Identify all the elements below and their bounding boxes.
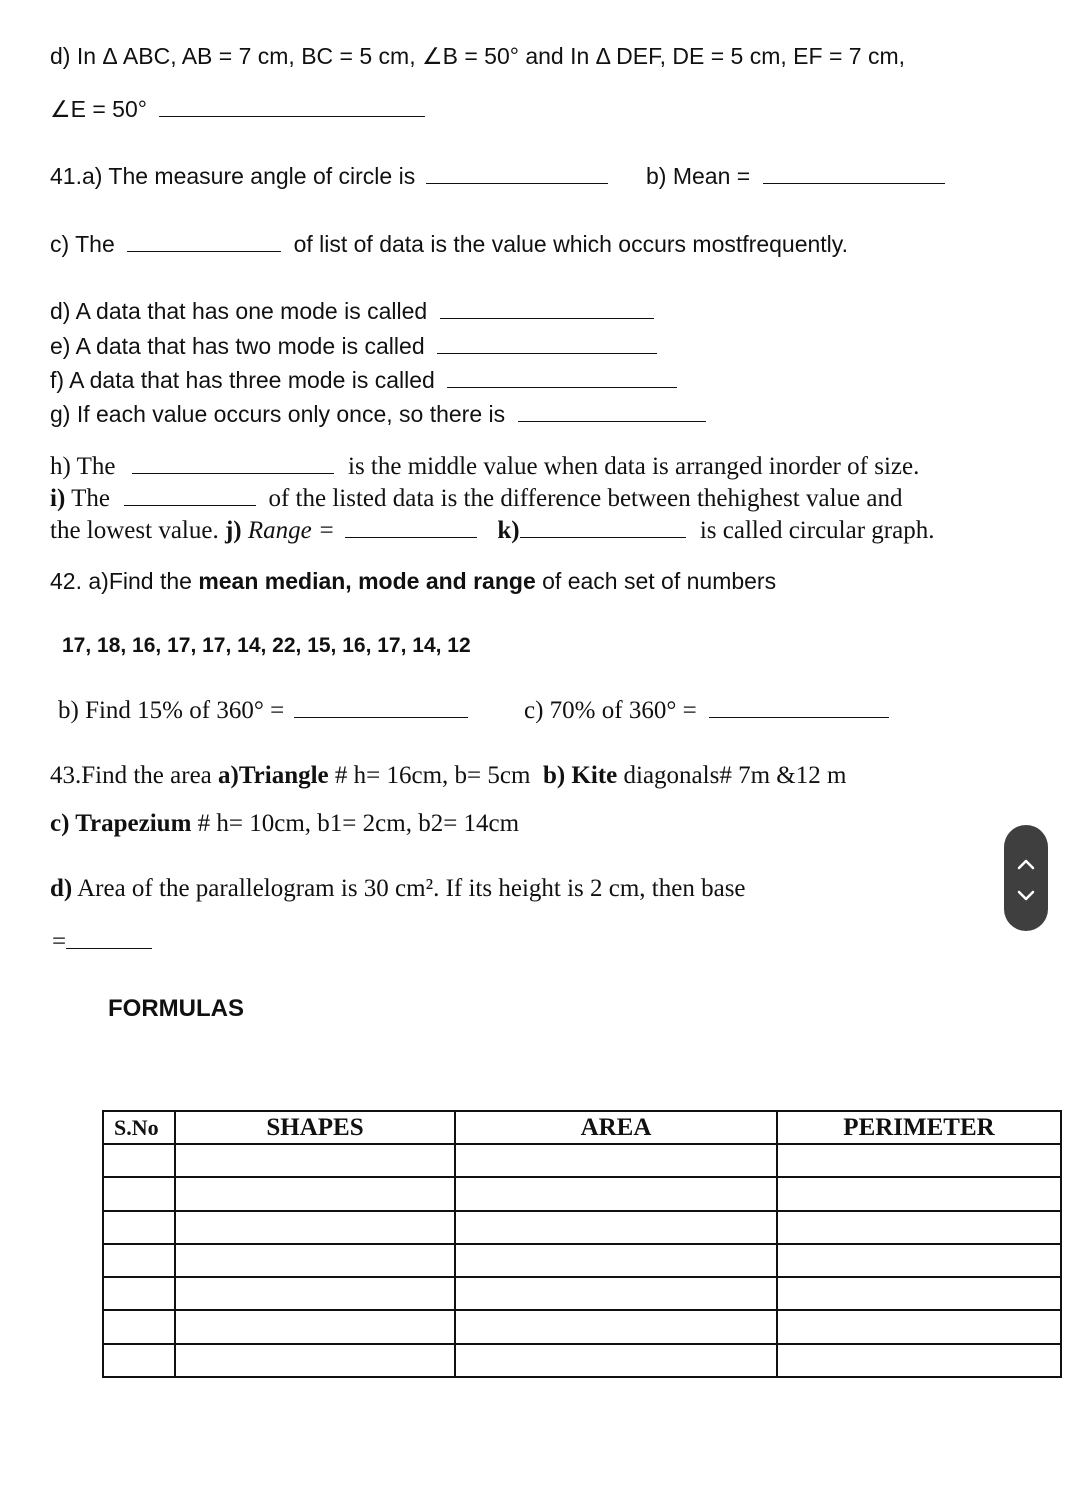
q42c-text: c) 70% of 360° =: [524, 697, 697, 724]
table-row: [103, 1144, 1061, 1177]
q41b-text: b) Mean =: [646, 163, 751, 189]
table-row: [103, 1177, 1061, 1210]
q43b-bold: b) Kite: [542, 762, 618, 789]
q43c-text: # h= 10cm, b1= 2cm, b2= 14cm: [197, 810, 520, 837]
table-cell-shapes[interactable]: [175, 1211, 455, 1244]
q41f-line: [50, 365, 677, 394]
q41j-label: j): [224, 517, 242, 544]
q42a-bold: mean median, mode and range: [198, 568, 536, 594]
q41c-line: [50, 229, 848, 258]
q41h-line: [50, 451, 919, 481]
table-row: [103, 1277, 1061, 1310]
q41k-label: k): [497, 517, 520, 544]
q41e-text: e) A data that has two mode is called: [50, 333, 425, 359]
table-cell-area[interactable]: [455, 1344, 777, 1377]
table-cell-sno[interactable]: [103, 1144, 175, 1177]
table-cell-perimeter[interactable]: [777, 1244, 1061, 1277]
table-row: [103, 1310, 1061, 1343]
q41k-post: is called circular graph.: [699, 517, 935, 544]
q43-line2: [50, 810, 519, 838]
table-cell-perimeter[interactable]: [777, 1344, 1061, 1377]
q43b-text: diagonals# 7m &12 m: [623, 762, 847, 789]
q43d-answer-blank[interactable]: [66, 926, 152, 949]
q41i-pre: The: [65, 485, 110, 512]
q42c-line: [524, 695, 889, 725]
formulas-header-row: [103, 1111, 1061, 1144]
q41a-line: [50, 161, 608, 190]
q41c-answer-blank[interactable]: [127, 229, 281, 252]
q41h-pre: h) The: [50, 453, 116, 480]
q43d-eq: =: [52, 928, 67, 955]
q41e-answer-blank[interactable]: [437, 331, 657, 354]
q41f-answer-blank[interactable]: [447, 365, 677, 388]
table-cell-perimeter[interactable]: [777, 1277, 1061, 1310]
q42a-pre: 42. a)Find the: [50, 568, 192, 594]
table-cell-perimeter[interactable]: [777, 1177, 1061, 1210]
q41a-answer-blank[interactable]: [426, 161, 608, 184]
q41c-post: of list of data is the value which occurs mostfrequently.: [293, 231, 848, 257]
q40d-angle-text: ∠E = 50°: [50, 96, 147, 122]
q42b-text: b) Find 15% of 360° =: [58, 697, 285, 724]
q43-line4: [52, 926, 152, 956]
q41i-post: of the listed data is the difference between thehighest value and: [268, 485, 903, 512]
table-cell-shapes[interactable]: [175, 1344, 455, 1377]
table-cell-sno[interactable]: [103, 1310, 175, 1343]
q42a-line: [50, 567, 776, 595]
q41g-line: [50, 399, 706, 428]
q41g-text: g) If each value occurs only once, so there is: [50, 401, 506, 427]
q41a-text: 41.a) The measure angle of circle is: [50, 163, 416, 189]
table-cell-shapes[interactable]: [175, 1244, 455, 1277]
table-cell-sno[interactable]: [103, 1277, 175, 1310]
q41e-line: [50, 331, 657, 360]
chevron-up-icon[interactable]: [1016, 857, 1036, 871]
table-cell-perimeter[interactable]: [777, 1211, 1061, 1244]
q41k-answer-blank[interactable]: [520, 515, 686, 538]
table-cell-shapes[interactable]: [175, 1177, 455, 1210]
q40d-line1: d) In Δ ABC, AB = 7 cm, BC = 5 cm, ∠B = 50° and In Δ DEF, DE = 5 cm, EF = 7 cm,: [50, 43, 906, 69]
q40d-answer-blank[interactable]: [159, 94, 425, 117]
table-row: [103, 1244, 1061, 1277]
q43-pre: 43.Find the area: [50, 762, 212, 789]
table-cell-area[interactable]: [455, 1211, 777, 1244]
q41d-line: [50, 296, 654, 325]
q41j-answer-blank[interactable]: [345, 515, 477, 538]
chevron-down-icon[interactable]: [1016, 889, 1036, 903]
page-nav-pill: [1004, 825, 1048, 931]
table-cell-area[interactable]: [455, 1244, 777, 1277]
table-cell-sno[interactable]: [103, 1244, 175, 1277]
column-header-sno: S.No: [103, 1111, 175, 1144]
q41h-answer-blank[interactable]: [132, 451, 334, 474]
table-cell-area[interactable]: [455, 1310, 777, 1343]
q41j-text: Range =: [247, 517, 335, 544]
table-cell-sno[interactable]: [103, 1177, 175, 1210]
q41i-label: i): [50, 485, 66, 512]
q41i-cont: the lowest value.: [50, 517, 219, 544]
q40d-line2: [50, 94, 425, 123]
q41i-answer-blank[interactable]: [124, 483, 256, 506]
table-row: [103, 1211, 1061, 1244]
q43a-text: # h= 16cm, b= 5cm: [334, 762, 531, 789]
q41b-answer-blank[interactable]: [763, 161, 945, 184]
q41c-pre: c) The: [50, 231, 115, 257]
q41h-post: is the middle value when data is arranged inorder of size.: [348, 453, 920, 480]
table-cell-area[interactable]: [455, 1277, 777, 1310]
table-cell-shapes[interactable]: [175, 1277, 455, 1310]
table-row: [103, 1344, 1061, 1377]
q43-line1: [50, 762, 846, 790]
formulas-table: [102, 1110, 1062, 1378]
q42b-line: [58, 695, 468, 725]
q42c-answer-blank[interactable]: [709, 695, 889, 718]
table-cell-sno[interactable]: [103, 1344, 175, 1377]
table-cell-perimeter[interactable]: [777, 1310, 1061, 1343]
q42a-post: of each set of numbers: [542, 568, 777, 594]
q41d-text: d) A data that has one mode is called: [50, 298, 428, 324]
column-header-perimeter: PERIMETER: [777, 1111, 1061, 1144]
q42-numbers: 17, 18, 16, 17, 17, 14, 22, 15, 16, 17, 14, 12: [62, 634, 471, 657]
q41i-line: [50, 483, 902, 513]
q41b-line: [646, 161, 945, 190]
table-cell-area[interactable]: [455, 1177, 777, 1210]
table-cell-area[interactable]: [455, 1144, 777, 1177]
q43c-bold: c) Trapezium: [50, 810, 192, 837]
q43a-bold: a)Triangle: [218, 762, 329, 789]
q43-line3: [50, 875, 746, 903]
table-cell-shapes[interactable]: [175, 1144, 455, 1177]
table-cell-sno[interactable]: [103, 1211, 175, 1244]
q43d-text: Area of the parallelogram is 30 cm². If its height is 2 cm, then base: [77, 875, 746, 902]
table-cell-shapes[interactable]: [175, 1310, 455, 1343]
q41g-answer-blank[interactable]: [518, 399, 706, 422]
q41d-answer-blank[interactable]: [440, 296, 654, 319]
q42b-answer-blank[interactable]: [294, 695, 468, 718]
column-header-area: AREA: [455, 1111, 777, 1144]
q41jk-line: [50, 515, 934, 545]
formulas-heading: FORMULAS: [108, 995, 244, 1022]
column-header-shapes: SHAPES: [175, 1111, 455, 1144]
q43d-bold: d): [50, 875, 73, 902]
q41f-text: f) A data that has three mode is called: [50, 367, 435, 393]
table-cell-perimeter[interactable]: [777, 1144, 1061, 1177]
